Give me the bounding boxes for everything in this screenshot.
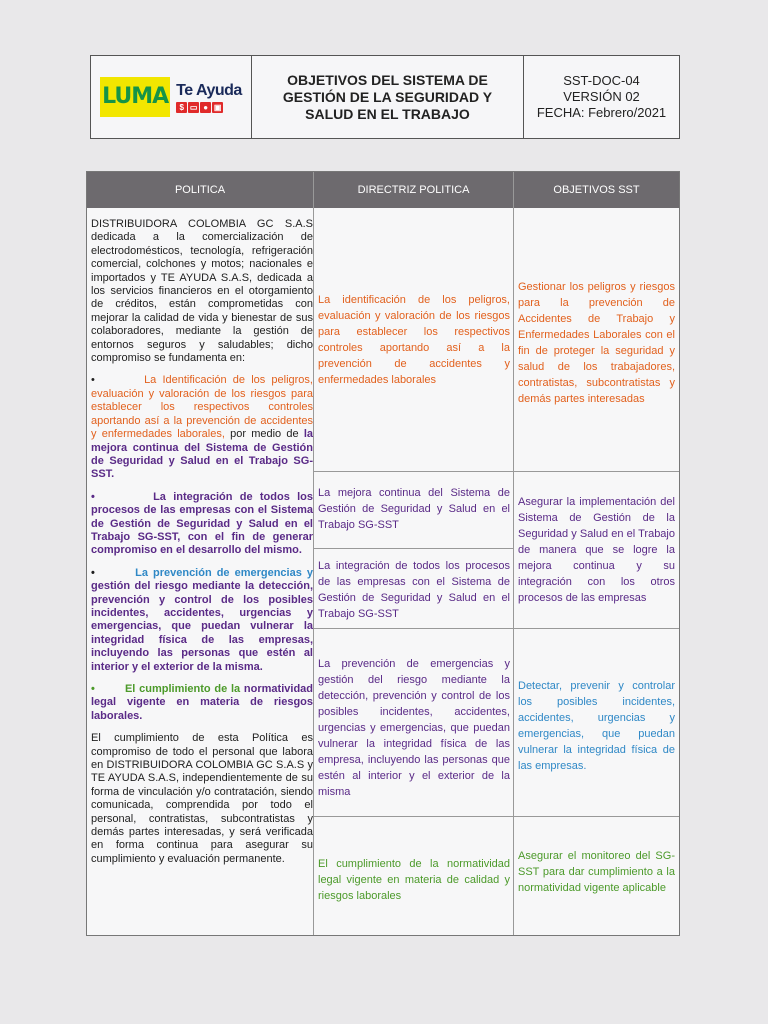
document-date: FECHA: Febrero/2021 — [536, 105, 667, 120]
objectives-table — [86, 171, 680, 936]
logo-cell — [91, 56, 252, 138]
politica-item-1: • La Identificación de los peligros, evaluación y valoración de los riesgos para establecer los respectivos controles aportando así a la prevención de accidentes y enfermedades laborales, por medio de la mejora continua del Sistema de Gestión de Seguridad y Salud en el Trabajo SG-SST. — [91, 374, 313, 481]
politica-closing: El cumplimiento de esta Política es compromiso de todo el personal que labora en DISTRIBUIDORA COLOMBIA GC S.A.S y TE AYUDA S.A.S, independientemente de su forma de vinculación y/o contratación, siendo comunicada, comprendida por todo el personal, contratistas, subcontratistas y demás partes interesadas, y será verificada en forma continua para asegurar su cumplimiento y evaluación permanente. — [91, 732, 313, 865]
politica-item-1-highlight: La Identificación de los peligros, evaluación y valoración de los riesgos para establecer los respectivos controles aportando así a la prevención de accidentes y enfermedades laborales, — [91, 374, 313, 441]
row-divider — [314, 628, 679, 629]
objetivo-3: Detectar, prevenir y controlar los posibles incidentes, accidentes, urgencias y emergencias, que puedan vulnerar la integridad física de las empresas. — [518, 680, 675, 772]
row-divider — [314, 816, 679, 817]
row-divider — [314, 548, 514, 549]
document-version: VERSIÓN 02 — [563, 89, 640, 104]
luma-logo-text: LUMA — [102, 84, 169, 109]
document-title: OBJETIVOS DEL SISTEMA DE GESTIÓN DE LA SEGURIDAD Y SALUD EN EL TRABAJO — [252, 56, 524, 138]
directriz-4: La prevención de emergencias y gestión del riesgo mediante la detección, prevención y control de los posibles incidentes, accidentes, urgencias y emergencias, que puedan vulnerar la integridad física de las empresa, incluyendo las personas que estén al interior y el exterior de la misma — [318, 658, 510, 798]
luma-logo — [100, 77, 170, 117]
politica-item-1-middle: por medio de — [224, 428, 304, 441]
objetivo-1: Gestionar los peligros y riesgos para la prevención de Accidentes de Trabajo y Enfermedades Laborales con el fin de proteger la seguridad y salud de los trabajadores, contratistas, subcontratistas y demás partes interesadas — [518, 281, 675, 405]
company-logo — [100, 77, 242, 117]
politica-item-4-rest: normatividad legal vigente en materia de riesgos laborales. — [91, 683, 314, 722]
teayuda-logo — [176, 82, 242, 113]
directriz-3: La integración de todos los procesos de las empresas con el Sistema de Gestión de Seguridad y Salud en el Trabajo SG-SST — [318, 560, 510, 620]
politica-intro: DISTRIBUIDORA COLOMBIA GC S.A.S dedicada a la comercialización de electrodomésticos, tecnología, refrigeración comercial, colchones y motos; nacionales e importados y TE AYUDA S.A.S, dedicada a los servicios financieros en el otorgamiento de créditos, están comprometidas con mejorar la calidad de vida y bienestar de sus colaboradores, mediante la gestión de entornos seguros y saludables; dicho compromiso se fundamenta en: — [91, 218, 313, 365]
document-code: SST-DOC-04 — [563, 73, 640, 88]
moto-icon: ● — [200, 102, 211, 113]
politica-item-2-text: La integración de todos los procesos de las empresas con el Sistema de Gestión de Seguridad y Salud en el Trabajo SG-SST, con el fin de generar compromiso en el desarrollo del mismo. — [91, 490, 313, 557]
document-header — [90, 55, 680, 139]
objetivo-2: Asegurar la implementación del Sistema de Gestión de la Seguridad y Salud en el Trabajo de manera que se logre la mejora continua y su integración con los otros procesos de las empresas — [518, 496, 675, 604]
politica-item-3: • La prevención de emergencias y gestión del riesgo mediante la detección, prevención y control de los posibles incidentes, accidentes, urgencias y emergencias, que puedan vulnerar la integridad física de las empresas, incluyendo las personas que estén al interior y el exterior de la misma. — [91, 566, 313, 673]
politica-item-4-highlight: El cumplimiento de la — [124, 683, 241, 695]
politica-item-1-bold: la mejora continua del Sistema de Gestión de Seguridad y Salud en el Trabajo SG-SST. — [91, 428, 313, 481]
directriz-5: El cumplimiento de la normatividad legal vigente en materia de calidad y riesgos laborales — [318, 858, 510, 902]
document-meta — [524, 56, 679, 138]
row-divider — [314, 471, 679, 472]
appliance-icon: ▭ — [189, 102, 198, 112]
directriz-1: La identificación de los peligros, evaluación y valoración de los riesgos para establecer los respectivos controles aportando así a la prevención de accidentes y enfermedades laborales — [318, 294, 510, 386]
header-objetivos: OBJETIVOS SST — [514, 172, 679, 208]
politica-item-3-highlight: La prevención de emergencias y — [135, 566, 313, 579]
politica-cell — [91, 218, 313, 875]
column-divider — [313, 172, 314, 935]
objetivo-4: Asegurar el monitoreo del SG-SST para dar cumplimiento a la normatividad vigente aplicable — [518, 850, 675, 894]
politica-item-2: • La integración de todos los procesos de las empresas con el Sistema de Gestión de Seguridad y Salud en el Trabajo SG-SST, con el fin de generar compromiso en el desarrollo del mismo. — [91, 490, 313, 557]
money-icon: $ — [176, 102, 187, 113]
directriz-2: La mejora continua del Sistema de Gestión de Seguridad y Salud en el Trabajo SG-SST — [318, 487, 510, 531]
teayuda-icons — [176, 102, 223, 113]
tv-icon: ▣ — [213, 102, 222, 112]
teayuda-logo-text: Te Ayuda — [176, 81, 242, 99]
column-divider — [513, 172, 514, 935]
politica-item-4: • El cumplimiento de la normatividad legal vigente en materia de riesgos laborales. — [91, 683, 314, 722]
header-politica: POLITICA — [87, 172, 313, 208]
politica-item-3-rest: gestión del riesgo mediante la detección, prevención y control de los posibles incidentes, accidentes, urgencias y emergencias, que puedan vulnerar la integridad física de las empresas, incluyendo las personas que estén al interior y el exterior de la misma. — [91, 580, 313, 673]
header-directriz: DIRECTRIZ POLITICA — [314, 172, 513, 208]
